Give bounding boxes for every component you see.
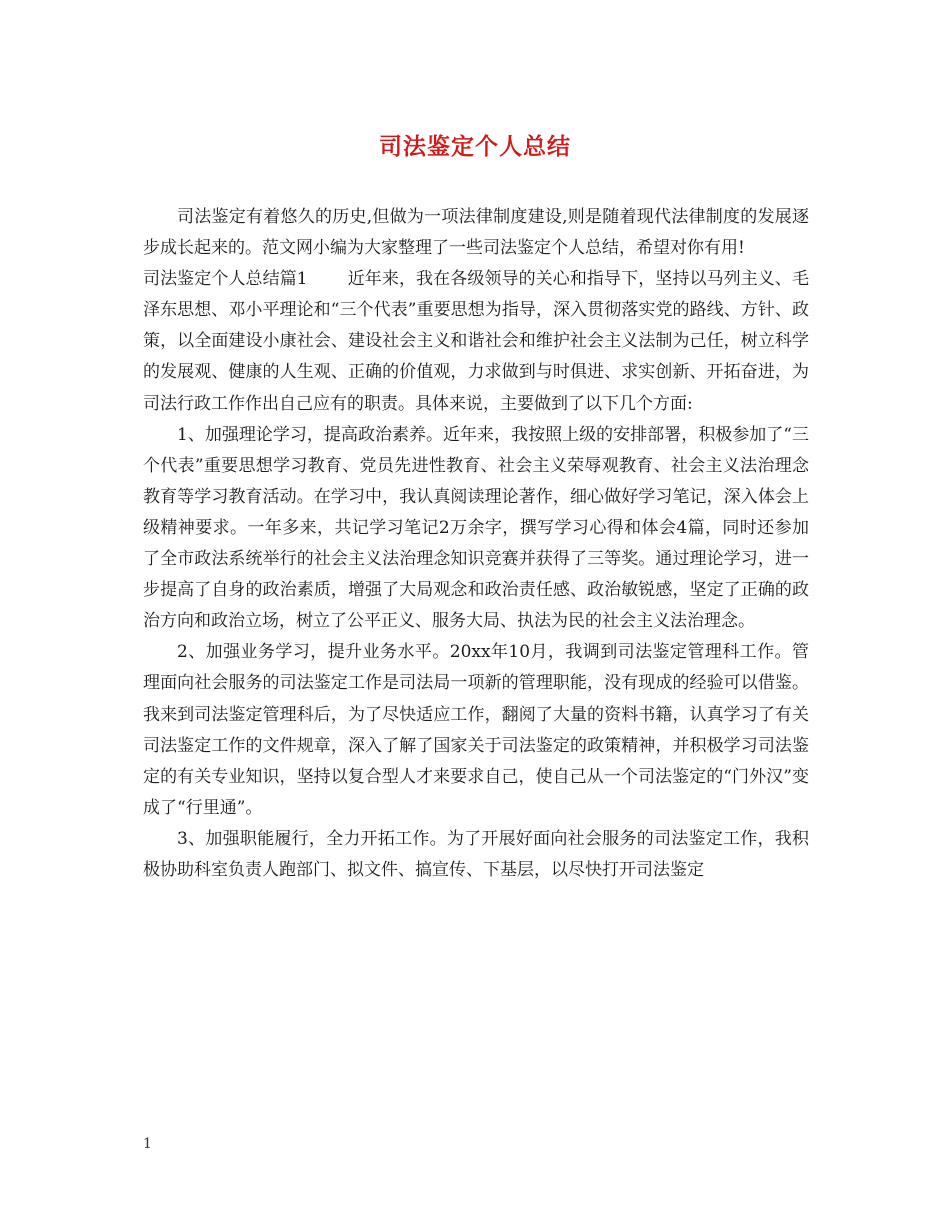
document-title: 司法鉴定个人总结 xyxy=(379,134,571,160)
item-3-paragraph: 3、加强职能履行，全力开拓工作。为了开展好面向社会服务的司法鉴定工作，我积极协助科室负责人跑部门、拟文件、搞宣传、下基层，以尽快打开司法鉴定 xyxy=(143,828,809,880)
item-2-paragraph: 2、加强业务学习，提升业务水平。20xx年10月，我调到司法鉴定管理科工作。管理面向社会服务的司法鉴定工作是司法局一项新的管理职能，没有现成的经验可以借鉴。我来到司法鉴定管理科后，为了尽快适应工作，翻阅了大量的资料书籍，认真学习了有关司法鉴定工作的文件规章，深入了解了国家关于司法鉴定的政策精神，并积极学习司法鉴定的有关专业知识，坚持以复合型人才来要求自己，使自己从一个司法鉴定的“门外汉”变成了“行里通”。 xyxy=(143,642,809,818)
intro-paragraph: 司法鉴定有着悠久的历史,但做为一项法律制度建设,则是随着现代法律制度的发展逐步成长起来的。范文网小编为大家整理了一些司法鉴定个人总结，希望对你有用! xyxy=(143,207,809,259)
section-1-text: 近年来，我在各级领导的关心和指导下，坚持以马列主义、毛泽东思想、邓小平理论和“三个代表”重要思想为指导，深入贯彻落实党的路线、方针、政策，以全面建设小康社会、建设社会主义和谐社会和维护社会主义法制为己任，树立科学的发展观、健康的人生观、正确的价值观，力求做到与时俱进、求实创新、开拓奋进，为司法行政工作作出自己应有的职责。具体来说，主要做到了以下几个方面: xyxy=(143,269,809,414)
section-heading: 司法鉴定个人总结篇1 xyxy=(143,269,308,290)
section-1-paragraph xyxy=(143,264,809,419)
page-number: 1 xyxy=(143,1136,152,1152)
item-1-paragraph: 1、加强理论学习，提高政治素养。近年来，我按照上级的安排部署，积极参加了“三个代表”重要思想学习教育、党员先进性教育、社会主义荣辱观教育、社会主义法治理念教育等学习教育活动。在学习中，我认真阅读理论著作，细心做好学习笔记，深入体会上级精神要求。一年多来，共记学习笔记2万余字，撰写学习心得和体会4篇，同时还参加了全市政法系统举行的社会主义法治理念知识竞赛并获得了三等奖。通过理论学习，进一步提高了自身的政治素质，增强了大局观念和政治责任感、政治敏锐感，坚定了正确的政治方向和政治立场，树立了公平正义、服务大局、执法为民的社会主义法治理念。 xyxy=(143,424,809,632)
document-body xyxy=(143,202,809,886)
